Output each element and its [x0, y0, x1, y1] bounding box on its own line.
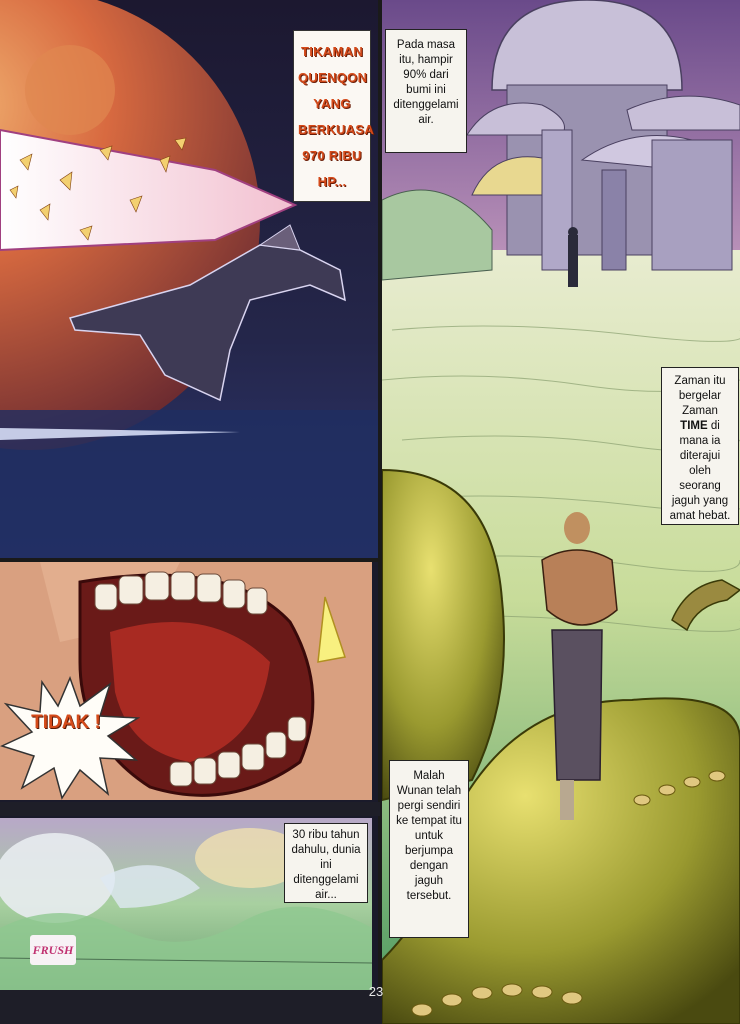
right-caption-top: Pada masa itu, hampir 90% dari bumi ini ditenggelami air.: [385, 29, 467, 153]
splash-sfx: FRUSH: [30, 935, 76, 965]
scream-text: TIDAK !: [31, 712, 101, 733]
page-number: 23: [368, 984, 384, 999]
wave-sphere: [0, 833, 115, 923]
attack-caption: TIKAMAN QUENQON YANG BERKUASA 970 RIBU HP...: [293, 30, 371, 202]
caption-mid-post: di mana ia diterajui oleh seorang jaguh yang amat hebat.: [669, 420, 731, 522]
page-bottom-strip: [0, 990, 382, 1024]
right-caption-bottom: Malah Wunan telah pergi sendiri ke tempat itu untuk berjumpa dengan jaguh tersebut.: [389, 760, 469, 938]
right-caption-middle: [661, 367, 739, 525]
scream-burst: [0, 676, 140, 801]
burst-shape: [0, 676, 140, 801]
gutter-vertical: [378, 0, 382, 1024]
caption-mid-pre: Zaman itu bergelar Zaman: [674, 375, 726, 417]
caption-mid-bold: TIME: [680, 420, 708, 432]
gutter-h1: [0, 558, 380, 562]
gutter-h2: [0, 802, 380, 816]
flood-caption: 30 ribu tahun dahulu, dunia ini ditenggelami air...: [284, 823, 368, 903]
distant-figure: [568, 235, 578, 287]
